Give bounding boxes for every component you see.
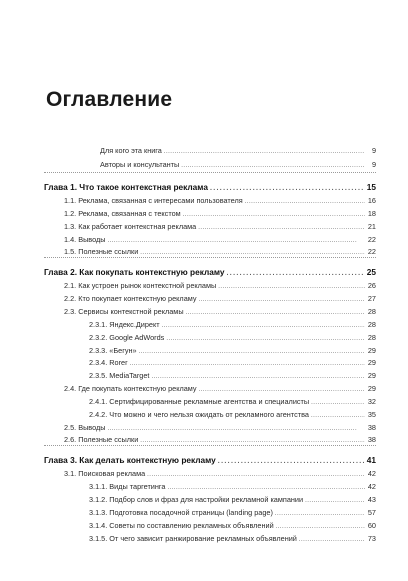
toc-entry[interactable] — [64, 380, 376, 393]
toc-entry-label: Глава 3. Как делать контекстную рекламу — [44, 455, 216, 465]
toc-entry-label: 2.3.2. Google AdWords — [89, 333, 165, 342]
toc-entry-label: 3.1.4. Советы по составлению рекламных объявлений — [89, 521, 274, 530]
toc-entry-label: 3.1. Поисковая реклама — [64, 469, 146, 478]
toc-entry-label: Авторы и консультанты — [100, 160, 180, 169]
toc-entry-label: 2.1. Как устроен рынок контекстной рекламы — [64, 281, 217, 290]
toc-entry-label: Глава 2. Как покупать контекстную рекламу — [44, 267, 225, 277]
toc-page-number: 27 — [367, 294, 376, 303]
dot-leader — [311, 410, 365, 419]
dot-leader — [299, 534, 365, 543]
dot-leader — [164, 146, 365, 155]
toc-entry-label: 2.4. Где покупать контекстную рекламу — [64, 384, 197, 393]
dot-leader — [275, 508, 365, 517]
toc-page-number: 42 — [367, 469, 376, 478]
dot-leader — [199, 294, 366, 303]
toc-entry-label: Для кого эта книга — [100, 146, 162, 155]
dot-leader — [140, 247, 365, 256]
toc-page-number: 16 — [367, 196, 376, 205]
dot-leader — [181, 160, 365, 169]
toc-page-number: 28 — [367, 320, 376, 329]
chapter-divider — [44, 445, 376, 446]
toc-page-number: 22 — [367, 247, 376, 256]
toc-page-number: 29 — [367, 371, 376, 380]
toc-entry[interactable] — [64, 205, 376, 218]
chapter-divider — [44, 172, 376, 173]
toc-entry-label: 1.2. Реклама, связанная с текстом — [64, 209, 181, 218]
toc-page-number: 29 — [367, 358, 376, 367]
toc-entry[interactable] — [100, 142, 376, 155]
dot-leader — [130, 358, 365, 367]
dot-leader — [183, 209, 365, 218]
toc-entry-label: 3.1.5. От чего зависит ранжирование рекламных объявлений — [89, 534, 297, 543]
toc-page-number: 22 — [367, 235, 376, 244]
dot-leader — [186, 307, 365, 316]
toc-entry[interactable] — [64, 277, 376, 290]
toc-entry-label: 2.4.2. Что можно и чего нельзя ожидать от рекламного агентства — [89, 410, 309, 419]
toc-page-number: 38 — [367, 435, 376, 444]
dot-leader — [210, 183, 365, 192]
toc-page-number: 29 — [367, 384, 376, 393]
table-of-contents — [44, 0, 376, 581]
toc-page-number: 29 — [367, 346, 376, 355]
chapter-divider — [44, 257, 376, 258]
toc-page-number: 42 — [367, 482, 376, 491]
dot-leader — [245, 196, 365, 205]
dot-leader — [140, 435, 365, 444]
toc-entry[interactable] — [64, 243, 376, 256]
dot-leader — [199, 384, 365, 393]
toc-page-number: 28 — [367, 307, 376, 316]
toc-entry-label: 2.3.1. Яндекс.Директ — [89, 320, 160, 329]
toc-entry[interactable] — [89, 517, 376, 530]
dot-leader — [198, 222, 365, 231]
toc-entry[interactable] — [64, 465, 376, 478]
toc-chapter-entry[interactable] — [44, 178, 376, 192]
toc-entry-label: 1.5. Полезные ссылки — [64, 247, 139, 256]
toc-entry[interactable] — [89, 367, 376, 380]
dot-leader — [311, 397, 365, 406]
toc-page-number: 9 — [371, 146, 376, 155]
toc-page-number: 60 — [367, 521, 376, 530]
toc-chapter-entry[interactable] — [44, 263, 376, 277]
toc-page-number: 41 — [366, 455, 376, 465]
toc-page-number: 32 — [367, 397, 376, 406]
dot-leader — [218, 281, 365, 290]
toc-entry-label: 2.3.3. «Бегун» — [89, 346, 137, 355]
dot-leader — [227, 268, 365, 277]
toc-entry[interactable] — [64, 192, 376, 205]
toc-entry[interactable] — [89, 478, 376, 491]
toc-entry-label: 3.1.1. Виды таргетинга — [89, 482, 166, 491]
toc-entry[interactable] — [100, 156, 376, 169]
toc-entry-label: 2.5. Выводы — [64, 423, 106, 432]
toc-page-number: 26 — [367, 281, 376, 290]
dot-leader — [218, 456, 365, 465]
toc-entry[interactable] — [89, 491, 376, 504]
dot-leader — [167, 482, 365, 491]
dot-leader — [147, 469, 365, 478]
toc-entry[interactable] — [64, 303, 376, 316]
page-title: Оглавление — [46, 88, 173, 111]
toc-entry-label: 2.4.1. Сертифицированные рекламные агентства и специалисты — [89, 397, 310, 406]
toc-entry-label: 2.3. Сервисы контекстной рекламы — [64, 307, 184, 316]
toc-page-number: 57 — [367, 508, 376, 517]
toc-entry[interactable] — [64, 218, 376, 231]
toc-page-number: 28 — [367, 333, 376, 342]
toc-entry[interactable] — [89, 329, 376, 342]
toc-entry-label: 1.1. Реклама, связанная с интересами пользователя — [64, 196, 243, 205]
toc-entry[interactable] — [89, 530, 376, 543]
toc-entry[interactable] — [64, 431, 376, 444]
toc-entry[interactable] — [64, 290, 376, 303]
toc-entry[interactable] — [89, 406, 376, 419]
toc-chapter-entry[interactable] — [44, 451, 376, 465]
toc-page-number: 25 — [366, 267, 376, 277]
toc-entry-label: 3.1.2. Подбор слов и фраз для настройки рекламной кампании — [89, 495, 304, 504]
toc-entry-label: Глава 1. Что такое контекстная реклама — [44, 182, 208, 192]
toc-page-number: 43 — [367, 495, 376, 504]
dot-leader — [162, 320, 365, 329]
toc-page-number: 15 — [366, 182, 376, 192]
toc-entry[interactable] — [89, 504, 376, 517]
toc-entry[interactable] — [89, 393, 376, 406]
toc-page-number: 38 — [367, 423, 376, 432]
dot-leader — [151, 371, 365, 380]
toc-page-number: 9 — [371, 160, 376, 169]
toc-entry-label: 2.2. Кто покупает контекстную рекламу — [64, 294, 197, 303]
toc-page-number: 35 — [367, 410, 376, 419]
dot-leader — [305, 495, 365, 504]
toc-entry-label: 2.6. Полезные ссылки — [64, 435, 139, 444]
toc-entry-label: 3.1.3. Подготовка посадочной страницы (landing page) — [89, 508, 273, 517]
toc-entry-label: 1.3. Как работает контекстная реклама — [64, 222, 197, 231]
toc-entry-label: 1.4. Выводы — [64, 235, 106, 244]
toc-page-number: 21 — [367, 222, 376, 231]
toc-entry[interactable] — [89, 354, 376, 367]
toc-page-number: 73 — [367, 534, 376, 543]
toc-entry[interactable] — [89, 316, 376, 329]
toc-page-number: 18 — [367, 209, 376, 218]
dot-leader — [166, 333, 365, 342]
dot-leader — [276, 521, 365, 530]
toc-entry-label: 2.3.5. MediaTarget — [89, 371, 150, 380]
toc-entry-label: 2.3.4. Rorer — [89, 358, 128, 367]
